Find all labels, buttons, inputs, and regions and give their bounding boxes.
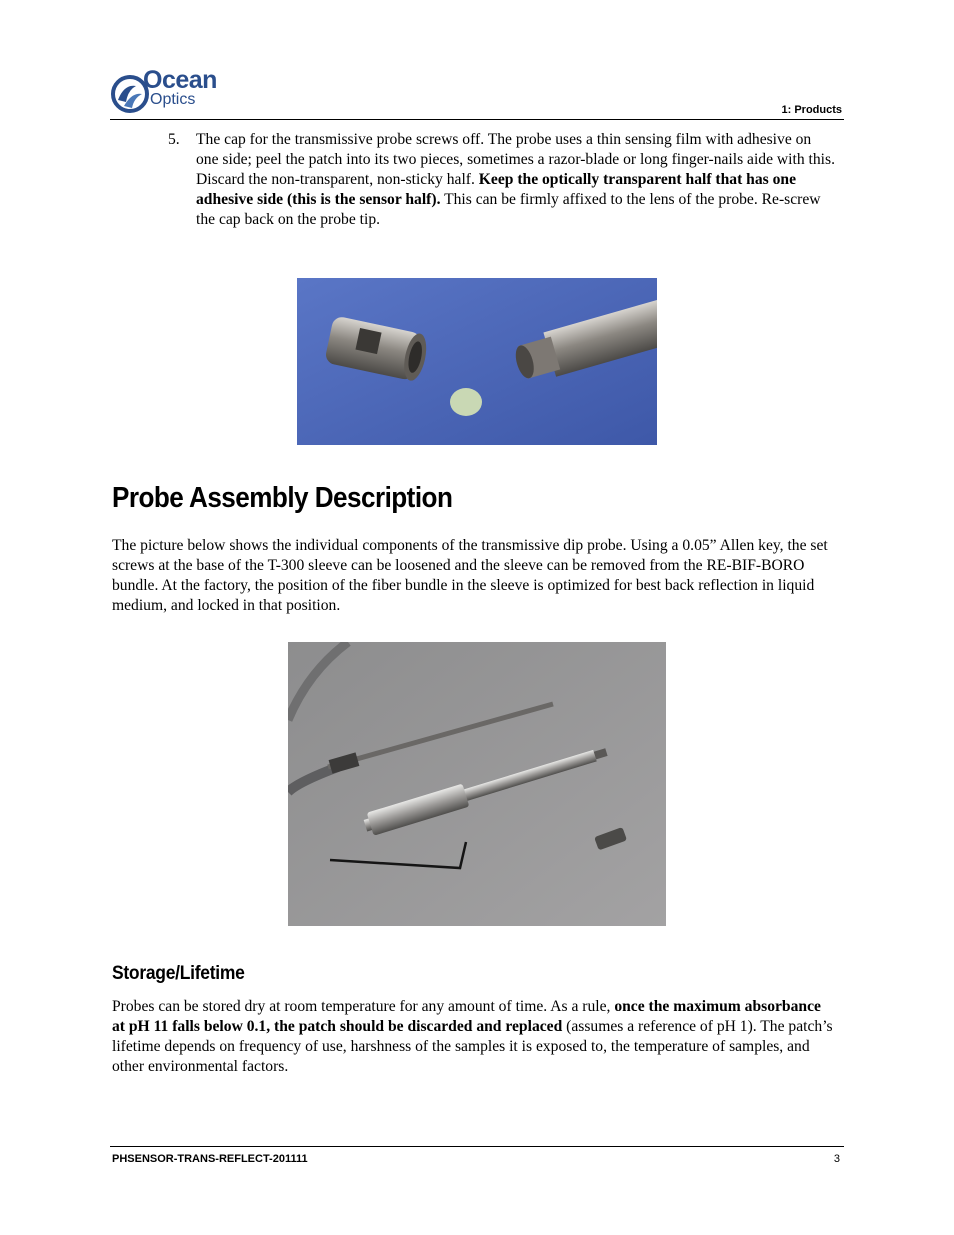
step5-text-a: The cap for the transmissive probe screws off. The probe uses a thin sensing film with adhesive on one side; peel the patch into its two pieces, sometimes a razor-blade or long finger-nails aide with this. Discard the non-transparent, non-sticky half. [196, 131, 835, 188]
footer-divider [110, 1146, 844, 1147]
section-heading-probe-assembly: Probe Assembly Description [112, 482, 453, 514]
storage-text-b: (assumes a reference of pH 1). The patch’s lifetime depends on frequency of use, harshness of the samples it is exposed to, the temperature of samples, and other environmental factors. [112, 1018, 833, 1075]
probe-components-photo [288, 642, 666, 926]
step5-text-b: This can be firmly affixed to the lens of the probe. Re-screw the cap back on the probe tip. [196, 191, 821, 228]
section-heading-storage-lifetime: Storage/Lifetime [112, 963, 245, 984]
list-item-number: 5. [168, 131, 180, 148]
probe-assembly-paragraph: The picture below shows the individual components of the transmissive dip probe. Using a 0.05” Allen key, the set screws at the base of the T-300 sleeve can be loosened and the sleeve can be removed from the RE-BIF-BORO bundle. At the factory, the position of the fiber bundle in the sleeve is optimized for best back reflection in liquid medium, and locked in that position. [112, 537, 828, 614]
probe-cap-and-film-photo [297, 278, 657, 445]
footer-page-number: 3 [833, 1153, 840, 1165]
header-section-label: 1: Products [781, 104, 842, 116]
storage-text-a: Probes can be stored dry at room temperature for any amount of time. As a rule, [112, 998, 615, 1015]
logo-wordmark-ocean: Ocean [143, 66, 217, 94]
step5-text-bold: Keep the optically transparent half that has one adhesive side (this is the sensor half). [196, 171, 797, 208]
list-item-text [196, 130, 836, 230]
header-divider [110, 119, 844, 120]
storage-text-bold: once the maximum absorbance at pH 11 falls below 0.1, the patch should be discarded and replaced [112, 998, 821, 1035]
storage-lifetime-paragraph [112, 997, 837, 1077]
logo-wordmark-optics: Optics [150, 91, 196, 108]
footer-document-id: PHSENSOR-TRANS-REFLECT-201111 [112, 1153, 308, 1165]
